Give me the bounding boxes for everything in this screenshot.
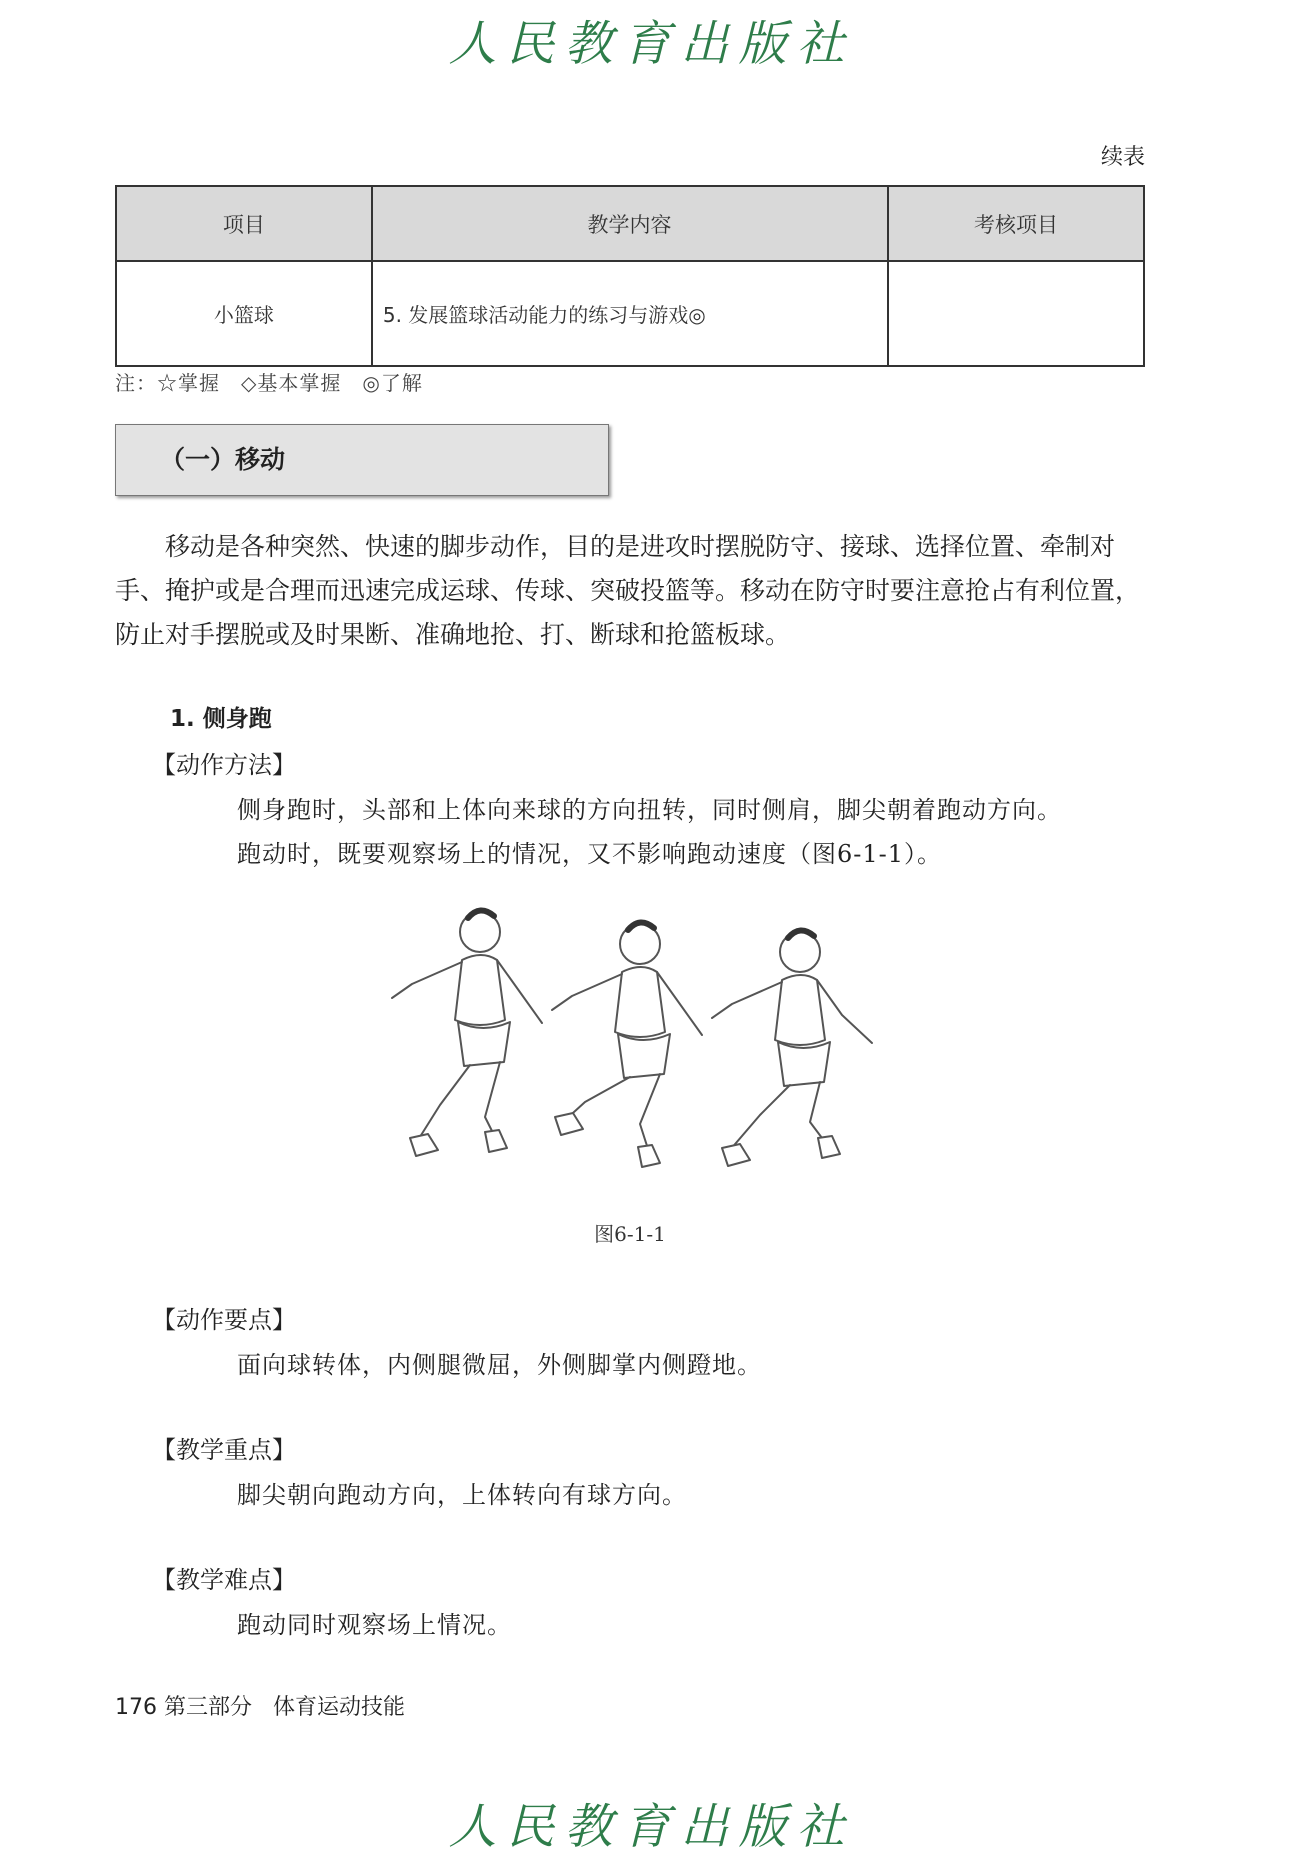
runner-figure <box>392 910 542 1156</box>
teaching-focus-label: 【教学重点】 <box>152 1436 296 1464</box>
publisher-logo-top: 人民教育出版社 <box>448 16 855 72</box>
table-header-row <box>116 186 1144 261</box>
teaching-focus-text: 脚尖朝向跑动方向，上体转向有球方向。 <box>237 1481 687 1509</box>
table-cell: 5. 发展篮球活动能力的练习与游戏◎ <box>372 261 888 366</box>
method-text-line-1: 侧身跑时，头部和上体向来球的方向扭转，同时侧肩，脚尖朝着跑动方向。 <box>237 796 1062 824</box>
method-text-line-2: 跑动时，既要观察场上的情况，又不影响跑动速度（图6-1-1）。 <box>237 840 943 868</box>
runner-figure <box>712 930 872 1166</box>
table-cell <box>888 261 1144 366</box>
key-points-text: 面向球转体，内侧腿微屈，外侧脚掌内侧蹬地。 <box>237 1351 762 1379</box>
teaching-difficulty-text: 跑动同时观察场上情况。 <box>237 1611 512 1639</box>
intro-paragraph: 移动是各种突然、快速的脚步动作，目的是进攻时摆脱防守、接球、选择位置、牵制对手、掩护或是合理而迅速完成运球、传球、突破投篮等。移动在防守时要注意抢占有利位置，防止对手摆脱或及时果断、准确地抢、打、断球和抢篮板球。 <box>115 532 1141 649</box>
method-label: 【动作方法】 <box>152 751 296 779</box>
continuation-label: 续表 <box>1100 145 1145 170</box>
runner-figure <box>552 922 702 1167</box>
publisher-logo-bottom: 人民教育出版社 <box>448 1799 855 1855</box>
table-note: 注：☆掌握 ◇基本掌握 ◎了解 <box>115 371 423 395</box>
figure-caption: 图6-1-1 <box>594 1222 666 1246</box>
table-header: 教学内容 <box>372 186 888 261</box>
section-title: （一）移动 <box>160 445 286 474</box>
table-cell: 小篮球 <box>116 261 372 366</box>
table-header: 项目 <box>116 186 372 261</box>
side-running-figure <box>350 900 910 1190</box>
table-header: 考核项目 <box>888 186 1144 261</box>
table-row <box>116 261 1144 366</box>
teaching-difficulty-label: 【教学难点】 <box>152 1566 296 1594</box>
course-table <box>115 185 1145 367</box>
footer-chapter: 体育运动技能 <box>273 1695 406 1720</box>
page-footer <box>115 1690 405 1721</box>
page-number: 176 <box>115 1695 157 1720</box>
key-points-label: 【动作要点】 <box>152 1306 296 1334</box>
footer-part: 第三部分 <box>164 1695 253 1720</box>
subsection-title: 1. 侧身跑 <box>170 706 272 732</box>
